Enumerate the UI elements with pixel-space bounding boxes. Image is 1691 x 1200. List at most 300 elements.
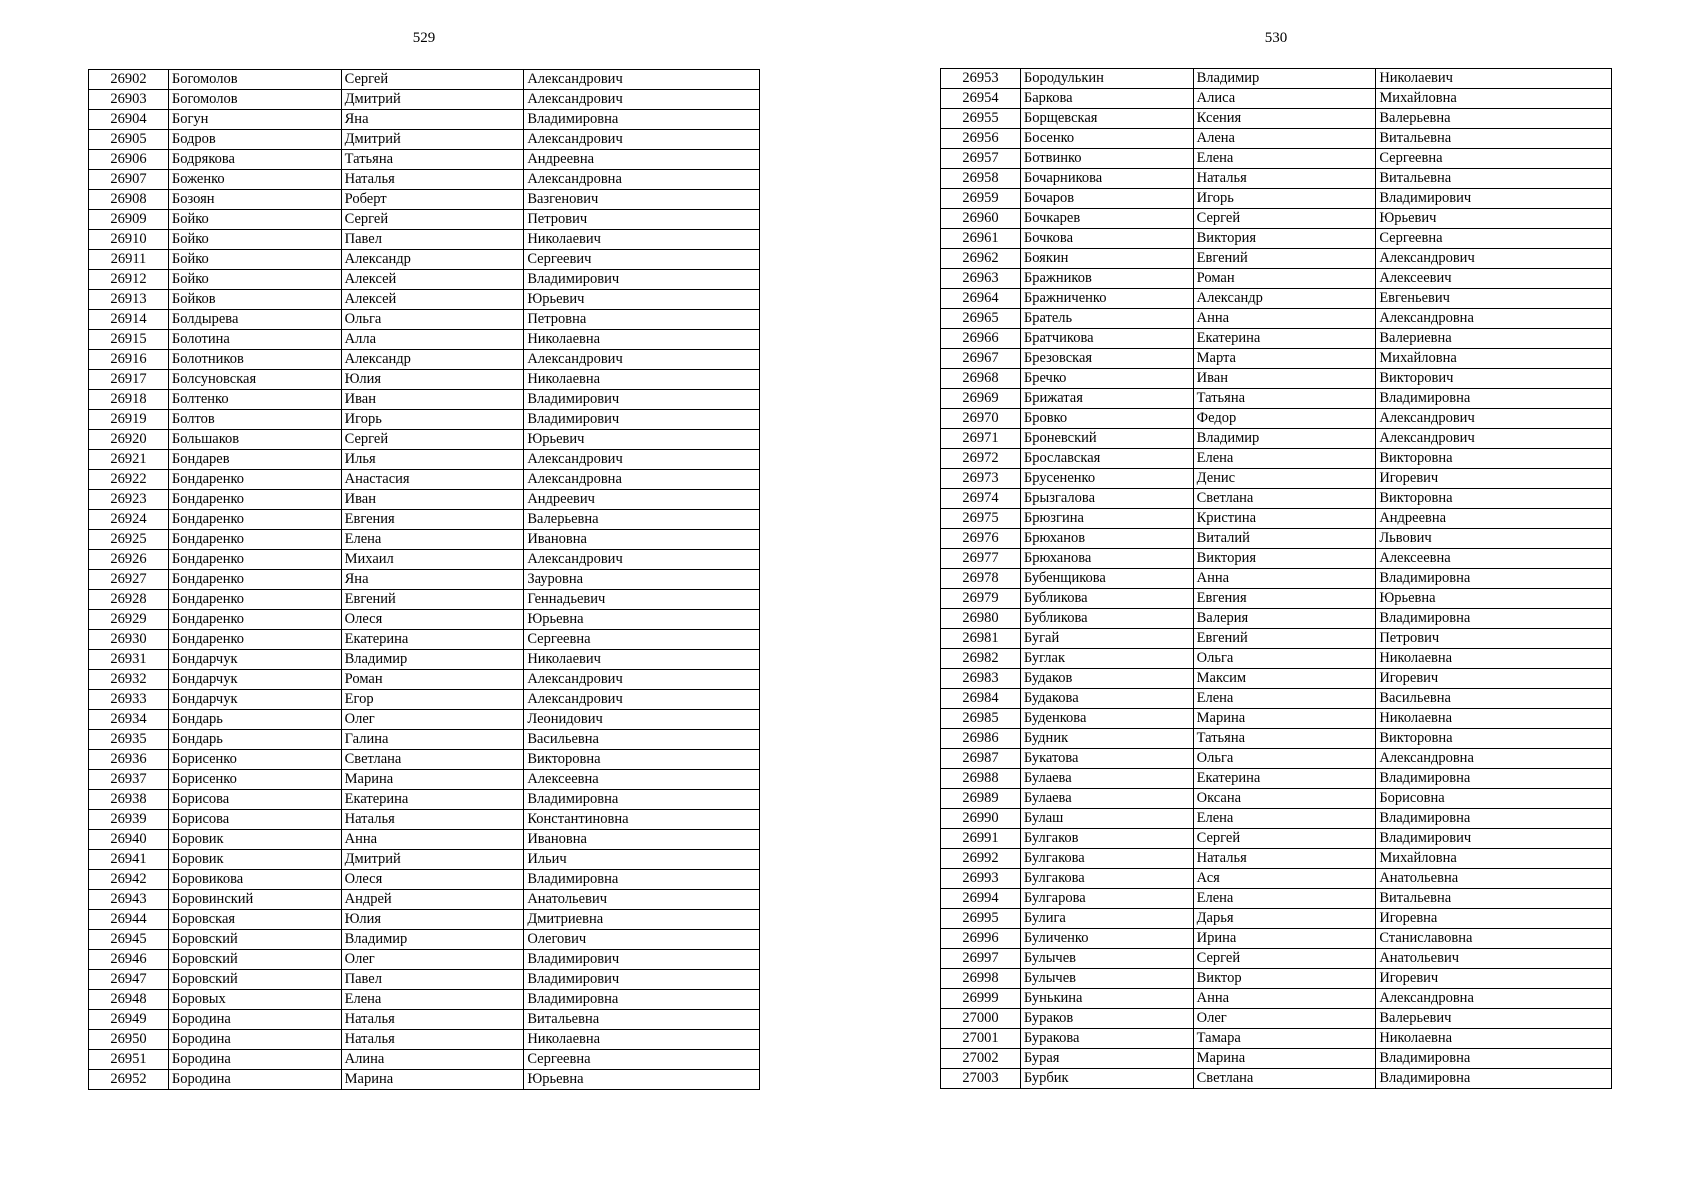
- first-name-cell: Марина: [341, 770, 524, 790]
- patronymic-cell: Леонидович: [524, 710, 760, 730]
- table-row: [941, 869, 1612, 889]
- first-name-cell: Олег: [341, 950, 524, 970]
- record-number-cell: 26905: [89, 130, 169, 150]
- patronymic-cell: Валериевна: [1376, 329, 1612, 349]
- last-name-cell: Бойков: [168, 290, 341, 310]
- table-row: [89, 930, 760, 950]
- table-row: [89, 1030, 760, 1050]
- last-name-cell: Булаева: [1020, 769, 1193, 789]
- first-name-cell: Марина: [1193, 709, 1376, 729]
- table-row: [941, 689, 1612, 709]
- last-name-cell: Богомолов: [168, 90, 341, 110]
- last-name-cell: Бондарчук: [168, 690, 341, 710]
- table-row: [89, 870, 760, 890]
- last-name-cell: Боровский: [168, 950, 341, 970]
- record-number-cell: 26904: [89, 110, 169, 130]
- record-number-cell: 26996: [941, 929, 1021, 949]
- patronymic-cell: Владимировна: [1376, 1049, 1612, 1069]
- patronymic-cell: Юрьевич: [1376, 209, 1612, 229]
- patronymic-cell: Александрович: [1376, 249, 1612, 269]
- patronymic-cell: Анатольевич: [1376, 949, 1612, 969]
- first-name-cell: Сергей: [341, 70, 524, 90]
- first-name-cell: Роберт: [341, 190, 524, 210]
- first-name-cell: Евгения: [1193, 589, 1376, 609]
- first-name-cell: Елена: [1193, 449, 1376, 469]
- patronymic-cell: Александровна: [1376, 749, 1612, 769]
- table-row: [89, 970, 760, 990]
- last-name-cell: Бозоян: [168, 190, 341, 210]
- table-row: [941, 569, 1612, 589]
- last-name-cell: Бубликова: [1020, 609, 1193, 629]
- first-name-cell: Елена: [1193, 149, 1376, 169]
- first-name-cell: Евгения: [341, 510, 524, 530]
- patronymic-cell: Викторовна: [524, 750, 760, 770]
- patronymic-cell: Викторовна: [1376, 489, 1612, 509]
- table-row: [89, 690, 760, 710]
- record-number-cell: 26984: [941, 689, 1021, 709]
- patronymic-cell: Владимирович: [1376, 829, 1612, 849]
- patronymic-cell: Александрович: [524, 550, 760, 570]
- last-name-cell: Боровский: [168, 970, 341, 990]
- table-row: [941, 749, 1612, 769]
- table-row: [941, 669, 1612, 689]
- record-number-cell: 26989: [941, 789, 1021, 809]
- last-name-cell: Будник: [1020, 729, 1193, 749]
- record-number-cell: 26910: [89, 230, 169, 250]
- first-name-cell: Сергей: [341, 210, 524, 230]
- first-name-cell: Алексей: [341, 270, 524, 290]
- table-row: [89, 510, 760, 530]
- patronymic-cell: Викторович: [1376, 369, 1612, 389]
- last-name-cell: Бондаренко: [168, 470, 341, 490]
- table-row: [941, 949, 1612, 969]
- last-name-cell: Будаков: [1020, 669, 1193, 689]
- last-name-cell: Бойко: [168, 270, 341, 290]
- last-name-cell: Бондаренко: [168, 630, 341, 650]
- patronymic-cell: Александрович: [1376, 429, 1612, 449]
- table-row: [89, 890, 760, 910]
- last-name-cell: Бойко: [168, 250, 341, 270]
- first-name-cell: Юлия: [341, 910, 524, 930]
- table-row: [941, 309, 1612, 329]
- first-name-cell: Олег: [341, 710, 524, 730]
- first-name-cell: Алена: [1193, 129, 1376, 149]
- record-number-cell: 26985: [941, 709, 1021, 729]
- last-name-cell: Булгаков: [1020, 829, 1193, 849]
- patronymic-cell: Зауровна: [524, 570, 760, 590]
- table-row: [941, 1049, 1612, 1069]
- last-name-cell: Бондарчук: [168, 670, 341, 690]
- last-name-cell: Бойко: [168, 210, 341, 230]
- patronymic-cell: Ивановна: [524, 830, 760, 850]
- first-name-cell: Наталья: [341, 1030, 524, 1050]
- first-name-cell: Анастасия: [341, 470, 524, 490]
- last-name-cell: Брюзгина: [1020, 509, 1193, 529]
- record-number-cell: 26967: [941, 349, 1021, 369]
- last-name-cell: Бондаренко: [168, 510, 341, 530]
- record-number-cell: 26966: [941, 329, 1021, 349]
- names-table: [940, 68, 1612, 1089]
- record-number-cell: 26948: [89, 990, 169, 1010]
- first-name-cell: Сергей: [341, 430, 524, 450]
- last-name-cell: Бородина: [168, 1010, 341, 1030]
- first-name-cell: Анна: [341, 830, 524, 850]
- patronymic-cell: Алексеевна: [524, 770, 760, 790]
- record-number-cell: 26934: [89, 710, 169, 730]
- last-name-cell: Брызгалова: [1020, 489, 1193, 509]
- table-row: [941, 209, 1612, 229]
- last-name-cell: Болдырева: [168, 310, 341, 330]
- patronymic-cell: Александрович: [524, 350, 760, 370]
- first-name-cell: Виктор: [1193, 969, 1376, 989]
- patronymic-cell: Дмитриевна: [524, 910, 760, 930]
- patronymic-cell: Владимировна: [1376, 569, 1612, 589]
- record-number-cell: 26992: [941, 849, 1021, 869]
- last-name-cell: Борисова: [168, 790, 341, 810]
- first-name-cell: Галина: [341, 730, 524, 750]
- record-number-cell: 26908: [89, 190, 169, 210]
- record-number-cell: 26976: [941, 529, 1021, 549]
- table-row: [941, 229, 1612, 249]
- table-row: [941, 889, 1612, 909]
- last-name-cell: Бражниченко: [1020, 289, 1193, 309]
- patronymic-cell: Александрович: [524, 450, 760, 470]
- table-row: [89, 810, 760, 830]
- last-name-cell: Боровская: [168, 910, 341, 930]
- first-name-cell: Александр: [341, 250, 524, 270]
- patronymic-cell: Александровна: [1376, 989, 1612, 1009]
- first-name-cell: Игорь: [1193, 189, 1376, 209]
- table-row: [89, 70, 760, 90]
- names-table-body: [941, 69, 1612, 1089]
- table-row: [89, 150, 760, 170]
- first-name-cell: Евгений: [1193, 249, 1376, 269]
- record-number-cell: 26959: [941, 189, 1021, 209]
- record-number-cell: 26917: [89, 370, 169, 390]
- table-row: [941, 829, 1612, 849]
- last-name-cell: Братчикова: [1020, 329, 1193, 349]
- record-number-cell: 26994: [941, 889, 1021, 909]
- last-name-cell: Булгакова: [1020, 849, 1193, 869]
- record-number-cell: 26929: [89, 610, 169, 630]
- table-row: [941, 549, 1612, 569]
- table-row: [941, 789, 1612, 809]
- table-row: [941, 269, 1612, 289]
- patronymic-cell: Владимировна: [1376, 809, 1612, 829]
- patronymic-cell: Анатольевич: [524, 890, 760, 910]
- patronymic-cell: Владимировна: [1376, 609, 1612, 629]
- record-number-cell: 26903: [89, 90, 169, 110]
- table-row: [89, 130, 760, 150]
- table-row: [941, 109, 1612, 129]
- first-name-cell: Егор: [341, 690, 524, 710]
- last-name-cell: Брюханова: [1020, 549, 1193, 569]
- record-number-cell: 26979: [941, 589, 1021, 609]
- record-number-cell: 26962: [941, 249, 1021, 269]
- record-number-cell: 26952: [89, 1070, 169, 1090]
- table-row: [941, 129, 1612, 149]
- table-row: [89, 830, 760, 850]
- patronymic-cell: Юрьевич: [524, 290, 760, 310]
- table-row: [89, 230, 760, 250]
- first-name-cell: Яна: [341, 570, 524, 590]
- patronymic-cell: Владимирович: [1376, 189, 1612, 209]
- first-name-cell: Елена: [341, 990, 524, 1010]
- last-name-cell: Бондаренко: [168, 490, 341, 510]
- last-name-cell: Бондаренко: [168, 570, 341, 590]
- record-number-cell: 26943: [89, 890, 169, 910]
- table-row: [941, 849, 1612, 869]
- first-name-cell: Алиса: [1193, 89, 1376, 109]
- record-number-cell: 26950: [89, 1030, 169, 1050]
- record-number-cell: 26987: [941, 749, 1021, 769]
- table-row: [89, 90, 760, 110]
- table-row: [89, 710, 760, 730]
- last-name-cell: Боровых: [168, 990, 341, 1010]
- table-row: [941, 429, 1612, 449]
- record-number-cell: 26923: [89, 490, 169, 510]
- patronymic-cell: Игоревна: [1376, 909, 1612, 929]
- first-name-cell: Оксана: [1193, 789, 1376, 809]
- last-name-cell: Бражников: [1020, 269, 1193, 289]
- last-name-cell: Бугай: [1020, 629, 1193, 649]
- first-name-cell: Виктория: [1193, 229, 1376, 249]
- record-number-cell: 26927: [89, 570, 169, 590]
- first-name-cell: Анна: [1193, 309, 1376, 329]
- last-name-cell: Брославская: [1020, 449, 1193, 469]
- patronymic-cell: Владимирович: [524, 270, 760, 290]
- record-number-cell: 26981: [941, 629, 1021, 649]
- patronymic-cell: Михайловна: [1376, 849, 1612, 869]
- record-number-cell: 26928: [89, 590, 169, 610]
- patronymic-cell: Ильич: [524, 850, 760, 870]
- table-row: [89, 110, 760, 130]
- last-name-cell: Бондаренко: [168, 590, 341, 610]
- patronymic-cell: Юрьевна: [1376, 589, 1612, 609]
- first-name-cell: Анна: [1193, 569, 1376, 589]
- last-name-cell: Бодрякова: [168, 150, 341, 170]
- record-number-cell: 26991: [941, 829, 1021, 849]
- record-number-cell: 26933: [89, 690, 169, 710]
- table-row: [89, 330, 760, 350]
- last-name-cell: Бураков: [1020, 1009, 1193, 1029]
- table-row: [941, 989, 1612, 1009]
- record-number-cell: 26975: [941, 509, 1021, 529]
- record-number-cell: 27000: [941, 1009, 1021, 1029]
- record-number-cell: 26957: [941, 149, 1021, 169]
- first-name-cell: Иван: [341, 390, 524, 410]
- patronymic-cell: Андреевна: [524, 150, 760, 170]
- table-row: [941, 249, 1612, 269]
- last-name-cell: Буличенко: [1020, 929, 1193, 949]
- patronymic-cell: Владимирович: [524, 950, 760, 970]
- table-row: [941, 809, 1612, 829]
- first-name-cell: Сергей: [1193, 209, 1376, 229]
- last-name-cell: Боровик: [168, 850, 341, 870]
- record-number-cell: 26990: [941, 809, 1021, 829]
- last-name-cell: Бочарникова: [1020, 169, 1193, 189]
- table-row: [941, 169, 1612, 189]
- record-number-cell: 26941: [89, 850, 169, 870]
- table-row: [89, 210, 760, 230]
- first-name-cell: Елена: [1193, 889, 1376, 909]
- last-name-cell: Бурбик: [1020, 1069, 1193, 1089]
- last-name-cell: Брусененко: [1020, 469, 1193, 489]
- first-name-cell: Олег: [1193, 1009, 1376, 1029]
- last-name-cell: Бурая: [1020, 1049, 1193, 1069]
- first-name-cell: Кристина: [1193, 509, 1376, 529]
- table-row: [89, 730, 760, 750]
- first-name-cell: Яна: [341, 110, 524, 130]
- first-name-cell: Сергей: [1193, 829, 1376, 849]
- first-name-cell: Роман: [341, 670, 524, 690]
- record-number-cell: 26971: [941, 429, 1021, 449]
- last-name-cell: Боякин: [1020, 249, 1193, 269]
- first-name-cell: Павел: [341, 970, 524, 990]
- patronymic-cell: Викторовна: [1376, 449, 1612, 469]
- record-number-cell: 26988: [941, 769, 1021, 789]
- first-name-cell: Владимир: [1193, 69, 1376, 89]
- last-name-cell: Богун: [168, 110, 341, 130]
- record-number-cell: 26986: [941, 729, 1021, 749]
- patronymic-cell: Владимировна: [1376, 769, 1612, 789]
- table-row: [941, 709, 1612, 729]
- table-row: [89, 630, 760, 650]
- patronymic-cell: Александрович: [524, 70, 760, 90]
- table-row: [89, 290, 760, 310]
- names-table: [88, 69, 760, 1090]
- last-name-cell: Болотников: [168, 350, 341, 370]
- first-name-cell: Александр: [1193, 289, 1376, 309]
- first-name-cell: Марина: [341, 1070, 524, 1090]
- record-number-cell: 26922: [89, 470, 169, 490]
- first-name-cell: Татьяна: [1193, 729, 1376, 749]
- patronymic-cell: Владимировна: [524, 870, 760, 890]
- patronymic-cell: Львович: [1376, 529, 1612, 549]
- last-name-cell: Брюханов: [1020, 529, 1193, 549]
- first-name-cell: Ольга: [1193, 749, 1376, 769]
- last-name-cell: Бондаренко: [168, 550, 341, 570]
- first-name-cell: Татьяна: [341, 150, 524, 170]
- first-name-cell: Дмитрий: [341, 850, 524, 870]
- first-name-cell: Илья: [341, 450, 524, 470]
- record-number-cell: 26920: [89, 430, 169, 450]
- last-name-cell: Братель: [1020, 309, 1193, 329]
- table-row: [89, 910, 760, 930]
- record-number-cell: 26961: [941, 229, 1021, 249]
- patronymic-cell: Геннадьевич: [524, 590, 760, 610]
- patronymic-cell: Николаевна: [1376, 709, 1612, 729]
- record-number-cell: 26913: [89, 290, 169, 310]
- record-number-cell: 26912: [89, 270, 169, 290]
- first-name-cell: Максим: [1193, 669, 1376, 689]
- first-name-cell: Иван: [341, 490, 524, 510]
- patronymic-cell: Юрьевич: [524, 430, 760, 450]
- table-row: [941, 649, 1612, 669]
- last-name-cell: Буглак: [1020, 649, 1193, 669]
- first-name-cell: Юлия: [341, 370, 524, 390]
- table-row: [89, 450, 760, 470]
- table-row: [941, 969, 1612, 989]
- table-row: [941, 149, 1612, 169]
- last-name-cell: Бондарев: [168, 450, 341, 470]
- record-number-cell: 26983: [941, 669, 1021, 689]
- first-name-cell: Ольга: [1193, 649, 1376, 669]
- table-row: [89, 470, 760, 490]
- record-number-cell: 26902: [89, 70, 169, 90]
- patronymic-cell: Николаевна: [1376, 1029, 1612, 1049]
- patronymic-cell: Владимировна: [1376, 1069, 1612, 1089]
- table-row: [89, 990, 760, 1010]
- first-name-cell: Федор: [1193, 409, 1376, 429]
- record-number-cell: 26974: [941, 489, 1021, 509]
- record-number-cell: 26995: [941, 909, 1021, 929]
- first-name-cell: Алексей: [341, 290, 524, 310]
- record-number-cell: 26909: [89, 210, 169, 230]
- last-name-cell: Бубенщикова: [1020, 569, 1193, 589]
- first-name-cell: Анна: [1193, 989, 1376, 1009]
- record-number-cell: 26915: [89, 330, 169, 350]
- last-name-cell: Бондаренко: [168, 610, 341, 630]
- table-row: [941, 589, 1612, 609]
- table-row: [941, 409, 1612, 429]
- table-row: [941, 769, 1612, 789]
- patronymic-cell: Михайловна: [1376, 89, 1612, 109]
- last-name-cell: Булига: [1020, 909, 1193, 929]
- table-row: [89, 370, 760, 390]
- first-name-cell: Татьяна: [1193, 389, 1376, 409]
- first-name-cell: Павел: [341, 230, 524, 250]
- table-row: [89, 1050, 760, 1070]
- record-number-cell: 26982: [941, 649, 1021, 669]
- patronymic-cell: Валерьевна: [524, 510, 760, 530]
- first-name-cell: Екатерина: [1193, 769, 1376, 789]
- table-row: [941, 469, 1612, 489]
- record-number-cell: 26998: [941, 969, 1021, 989]
- table-row: [941, 529, 1612, 549]
- patronymic-cell: Анатольевна: [1376, 869, 1612, 889]
- table-row: [89, 170, 760, 190]
- last-name-cell: Боровик: [168, 830, 341, 850]
- last-name-cell: Ботвинко: [1020, 149, 1193, 169]
- patronymic-cell: Юрьевна: [524, 610, 760, 630]
- record-number-cell: 26924: [89, 510, 169, 530]
- patronymic-cell: Петрович: [1376, 629, 1612, 649]
- table-row: [941, 509, 1612, 529]
- first-name-cell: Владимир: [341, 650, 524, 670]
- first-name-cell: Валерия: [1193, 609, 1376, 629]
- last-name-cell: Бочаров: [1020, 189, 1193, 209]
- record-number-cell: 26906: [89, 150, 169, 170]
- first-name-cell: Светлана: [1193, 1069, 1376, 1089]
- last-name-cell: Бойко: [168, 230, 341, 250]
- patronymic-cell: Владимировна: [524, 110, 760, 130]
- record-number-cell: 26978: [941, 569, 1021, 589]
- first-name-cell: Марта: [1193, 349, 1376, 369]
- record-number-cell: 26951: [89, 1050, 169, 1070]
- first-name-cell: Евгений: [341, 590, 524, 610]
- last-name-cell: Боровский: [168, 930, 341, 950]
- first-name-cell: Наталья: [1193, 169, 1376, 189]
- first-name-cell: Елена: [341, 530, 524, 550]
- table-row: [941, 909, 1612, 929]
- last-name-cell: Бондаренко: [168, 530, 341, 550]
- first-name-cell: Ольга: [341, 310, 524, 330]
- last-name-cell: Бондарь: [168, 730, 341, 750]
- last-name-cell: Бородина: [168, 1030, 341, 1050]
- record-number-cell: 26935: [89, 730, 169, 750]
- table-row: [89, 610, 760, 630]
